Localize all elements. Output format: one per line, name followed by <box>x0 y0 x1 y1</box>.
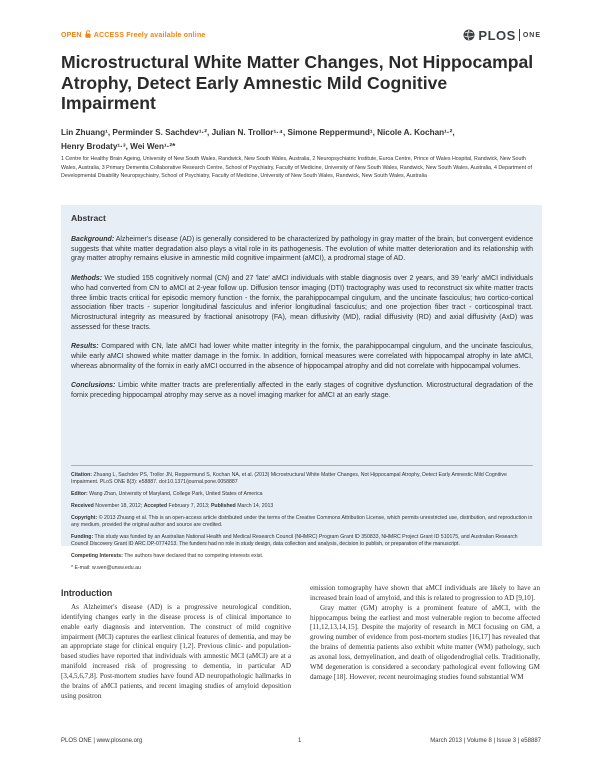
footer-page-number: 1 <box>298 738 302 744</box>
abstract-methods <box>71 274 533 332</box>
freely-available-label: Freely available online <box>126 32 206 39</box>
abstract-conclusions <box>71 381 533 400</box>
journal-header <box>61 28 541 42</box>
authors-line-2: Henry Brodaty¹·³, Wei Wen¹·²* <box>61 142 176 151</box>
editor <box>71 491 533 498</box>
open-access-banner <box>61 30 206 39</box>
copyright <box>71 515 533 530</box>
results-label: Results: <box>71 343 99 351</box>
abstract-divider <box>71 465 533 466</box>
funding-label: Funding: <box>71 533 94 540</box>
results-text: Compared with CN, late aMCI had lower white matter integrity in the fornix, the parahippocampal cingulum, and the uncinate fasciculus, while early aMCI showed white matter damage in the fornix. In addition, fornical measures were correlated with hippocampal atrophy in late aMCI, whereas abnormality of the fornix in early aMCI occurred in the absence of hippocampal atrophy and did not correlate with hippocampal volumes. <box>71 343 534 370</box>
logo-divider <box>519 29 520 41</box>
intro-paragraph-2: Gray matter (GM) atrophy is a prominent feature of aMCI, with the hippocampus being the earliest and most vulnerable region to become affected [11,12,13,14,15]. Despite the majority of research in MCI focusing on GM, a growing number of evidence from post-mortem studies [16,17] has revealed that the brains of dementia patients also exhibit white matter (WM) pathology, such as axonal loss, demyelination, and death of oligodendroglial cells. Traditionally, WM degeneration is considered a secondary pathological event following GM damage [18]. However, recent neuroimaging studies found substantial WM <box>310 603 540 681</box>
methods-text: We studied 155 cognitively normal (CN) and 27 'late' aMCI individuals with stable diagnosis over 2 years, and 39 'early' aMCI individuals who had converted from CN to aMCI at 2-year follow up. Diffusion tensor imaging (DTI) tractography was used to reconstruct six white matter tracts three limbic tracts critical for episodic memory function - the fornix, the parahippocampal cingulum, and the uncinate fasciculus; two cortico-cortical association fiber tracts - superior longitudinal fasciculus and inferior longitudinal fasciculus; and one projection fiber tract - corticospinal tract. Microstructural integrity as measured by fractional anisotropy (FA), mean diffusivity (MD), radial diffusivity (RD) and axial diffusivity (AxD) was assessed for these tracts. <box>71 275 533 331</box>
abstract-body <box>71 235 533 411</box>
access-label: ACCESS <box>93 32 125 39</box>
author-list <box>61 126 541 154</box>
footer-journal: PLOS ONE | www.plosone.org <box>61 738 143 744</box>
conclusions-text: Limbic white matter tracts are preferentially affected in the early stages of cognitive dysfunction. Microstructural degradation of the fornix preceding hippocampal atrophy may serve as a novel imaging marker for aMCI at an early stage. <box>71 382 533 400</box>
published-label: Published <box>210 502 236 509</box>
received-date: November 18, 2012; <box>95 502 143 509</box>
editor-label: Editor: <box>71 491 88 498</box>
article-metadata <box>71 472 533 576</box>
background-text: Alzheimer's disease (AD) is generally considered to be characterized by pathology in gray matter of the brain, but convergent evidence suggests that white matter degradation also plays a vital role in its pathogenesis. The evolution of white matter deterioration and its relationship with gray matter atrophy remains elusive in amnestic mild cognitive impairment (aMCI), a prodromal stage of AD. <box>71 236 533 263</box>
abstract-background <box>71 235 533 264</box>
open-label: OPEN <box>61 32 82 39</box>
open-access-lock-icon <box>85 30 91 38</box>
intro-paragraph-1: As Alzheimer's disease (AD) is a progressive neurological condition, identifying changes early in the disease process is of clinical importance to enable early diagnosis and intervention. The construct of mild cognitive impairment (MCI) captures the earliest clinical features of dementia, and may be an appropriate stage for clinical enquiry [1,2]. Previous clinic- and population-based studies have reported that individuals with amnestic MCI (aMCI) are at a manifold increased risk of progressing to dementia, in particular AD [3,4,5,6,7,8]. Post-mortem studies have found AD neuropathologic hallmarks in the brains of aMCI patients, and recent imaging studies of amyloid deposition using positron <box>61 603 291 700</box>
competing-label: Competing Interests: <box>71 552 123 559</box>
editor-text: Wang Zhan, University of Maryland, College Park, United States of America <box>89 491 263 498</box>
accepted-label: Accepted <box>143 502 168 509</box>
plos-one-logo <box>463 27 541 43</box>
copyright-text: © 2013 Zhuang et al. This is an open-access article distributed under the terms of the Creative Commons Attribution License, which permits unrestricted use, distribution, and reproduction in any medium, provided the original author and source are credited. <box>71 514 533 528</box>
citation-label: Citation: <box>71 472 93 478</box>
plos-globe-icon <box>463 29 475 41</box>
received-label: Received <box>71 502 94 509</box>
conclusions-label: Conclusions: <box>71 382 116 390</box>
dates <box>71 503 533 510</box>
authors-line-1: Lin Zhuang¹, Perminder S. Sachdev¹·², Julian N. Trollor¹·⁴, Simone Reppermund¹, Nicole A. Kochan¹·², <box>61 128 455 137</box>
funding-text: This study was funded by an Australian National Health and Medical Research Council (NHMRC) Program Grant ID 350833, NHMRC Project Grant ID 510175, and Australian Research Council Discovery Grant ID ARC DP-0774213. The funders had no role in study design, data collection and analysis, decision to publish, or preparation of the manuscript. <box>71 533 518 548</box>
abstract-results <box>71 342 533 371</box>
affiliations: 1 Centre for Healthy Brain Ageing, University of New South Wales, Randwick, New South Wales, Australia, 2 Neuropsychiatric Institute, Euroa Centre, Prince of Wales Hospital, Randwick, New South Wales, Australia, 3 Primary Dementia Collaborative Research Centre, School of Psychiatry, Faculty of Medicine, University of New South Wales, Randwick, New South Wales, Australia, 4 Department of Developmental Disability Neuropsychiatry, School of Psychiatry, Faculty of Medicine, University of New South Wales, Randwick, New South Wales, Australia <box>61 156 532 180</box>
abstract-heading: Abstract <box>71 213 106 223</box>
copyright-label: Copyright: <box>71 514 98 521</box>
introduction-heading: Introduction <box>61 588 113 598</box>
journal-name: PLOS <box>478 27 516 43</box>
citation-text: Zhuang L, Sachdev PS, Trollor JN, Reppermund S, Kochan NA, et al. (2013) Microstructural White Matter Changes, Not Hippocampal Atrophy, Detect Early Amnestic Mild Cognitive Impairment. PLoS ONE 8(3): e58887. doi:10.1371/journal.pone.0058887 <box>71 472 507 486</box>
footer-issue: March 2013 | Volume 8 | Issue 3 | e58887 <box>430 738 541 744</box>
body-column-right <box>310 584 540 682</box>
journal-sub: ONE <box>522 31 541 39</box>
competing-text: The authors have declared that no competing interests exist. <box>124 552 264 559</box>
body-column-left <box>61 603 291 701</box>
methods-label: Methods: <box>71 275 103 283</box>
accepted-date: February 7, 2013; <box>168 502 210 509</box>
background-label: Background: <box>71 236 115 243</box>
competing-interests <box>71 553 533 560</box>
article-title: Microstructural White Matter Changes, Not Hippocampal Atrophy, Detect Early Amnestic Mild Cognitive Impairment <box>61 52 534 114</box>
funding <box>71 534 533 549</box>
author-email: * E-mail: w.wen@unsw.edu.au <box>71 564 141 571</box>
published-date: March 14, 2013 <box>237 502 274 509</box>
intro-paragraph-1-cont: emission tomography have shown that aMCI individuals are likely to have an increased brain load of amyloid, and this is related to progression to AD [9,10]. <box>310 584 540 602</box>
citation <box>71 472 533 487</box>
abstract-box <box>61 205 542 571</box>
